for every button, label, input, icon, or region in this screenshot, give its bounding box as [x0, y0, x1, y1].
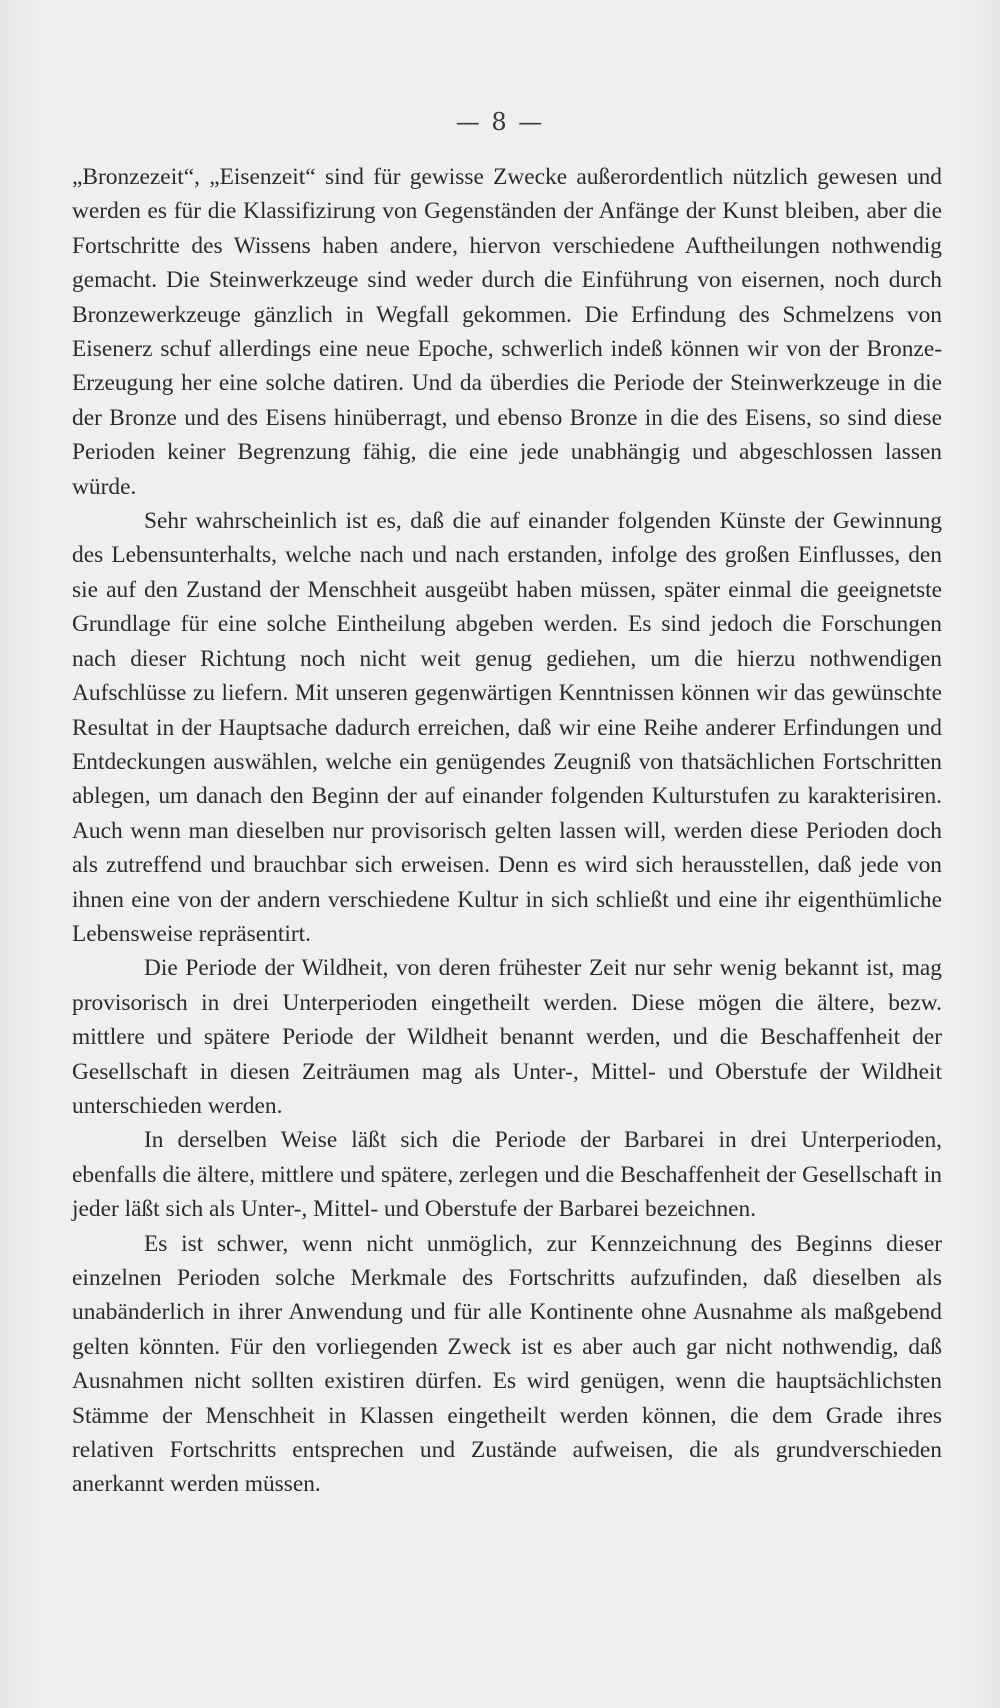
paragraph-5: Es ist schwer, wenn nicht unmöglich, zur Kennzeichnung des Beginns dieser einzelnen Perioden solche Merkmale des Fortschritts aufzufinden, daß dieselben als unabänderlich in ihrer Anwendung und für alle Kontinente ohne Ausnahme als maßgebend gelten könnten. Für den vorliegenden Zweck ist es aber auch gar nicht nothwendig, daß Ausnahmen nicht sollten existiren dürfen. Es wird genügen, wenn die hauptsächlichsten Stämme der Menschheit in Klassen eingetheilt werden können, die dem Grade ihres relativen Fortschritts entsprechen und Zustände aufweisen, die als grundverschieden anerkannt werden müssen. — [72, 1230, 942, 1498]
paragraph-2: Sehr wahrscheinlich ist es, daß die auf einander folgenden Künste der Gewinnung des Lebensunterhalts, welche nach und nach erstanden, infolge des großen Einflusses, den sie auf den Zustand der Menschheit ausgeübt haben müssen, später einmal die geeignetste Grundlage für eine solche Eintheilung abgeben werden. Es sind jedoch die Forschungen nach dieser Richtung noch nicht weit genug gediehen, um die hierzu nothwendigen Aufschlüsse zu liefern. Mit unseren gegenwärtigen Kenntnissen können wir das gewünschte Resultat in der Hauptsache dadurch erreichen, daß wir eine Reihe anderer Erfindungen und Entdeckungen auswählen, welche ein genügendes Zeugniß von thatsächlichen Fortschritten ablegen, um danach den Beginn der auf einander folgenden Kulturstufen zu karakterisiren. Auch wenn man dieselben nur provisorisch gelten lassen will, werden diese Perioden doch als zutreffend und brauchbar sich erweisen. Denn es wird sich herausstellen, daß jede von ihnen eine von der andern verschiedene Kultur in sich schließt und eine ihr eigenthümliche Lebensweise repräsentirt. — [72, 508, 942, 947]
text-body — [72, 160, 942, 1502]
page-number: — 8 — — [455, 108, 545, 136]
paragraph-1: „Bronzezeit“, „Eisenzeit“ sind für gewisse Zwecke außerordentlich nützlich gewesen und werden es für die Klassifizirung von Gegenständen der Anfänge der Kunst bleiben, aber die Fortschritte des Wissens haben andere, hiervon verschiedene Auftheilungen nothwendig gemacht. Die Steinwerkzeuge sind weder durch die Einführung von eisernen, noch durch Bronzewerkzeuge gänzlich in Wegfall gekommen. Die Erfindung des Schmelzens von Eisenerz schuf allerdings eine neue Epoche, schwerlich indeß können wir von der Bronze-Erzeugung her eine solche datiren. Und da überdies die Periode der Steinwerkzeuge in die der Bronze und des Eisens hinüberragt, und ebenso Bronze in die des Eisens, so sind diese Perioden keiner Begrenzung fähig, die eine jede unabhängig und abgeschlossen lassen würde. — [72, 164, 942, 500]
paragraph-3: Die Periode der Wildheit, von deren frühester Zeit nur sehr wenig bekannt ist, mag provisorisch in drei Unterperioden eingetheilt werden. Diese mögen die ältere, bezw. mittlere und spätere Periode der Wildheit benannt werden, und die Beschaffenheit der Gesellschaft in diesen Zeiträumen mag als Unter-, Mittel- und Oberstufe der Wildheit unterschieden werden. — [72, 955, 942, 1119]
paragraph-4: In derselben Weise läßt sich die Periode der Barbarei in drei Unterperioden, ebenfalls die ältere, mittlere und spätere, zerlegen und die Beschaffenheit der Gesellschaft in jeder läßt sich als Unter-, Mittel- und Oberstufe der Barbarei bezeichnen. — [72, 1127, 942, 1223]
